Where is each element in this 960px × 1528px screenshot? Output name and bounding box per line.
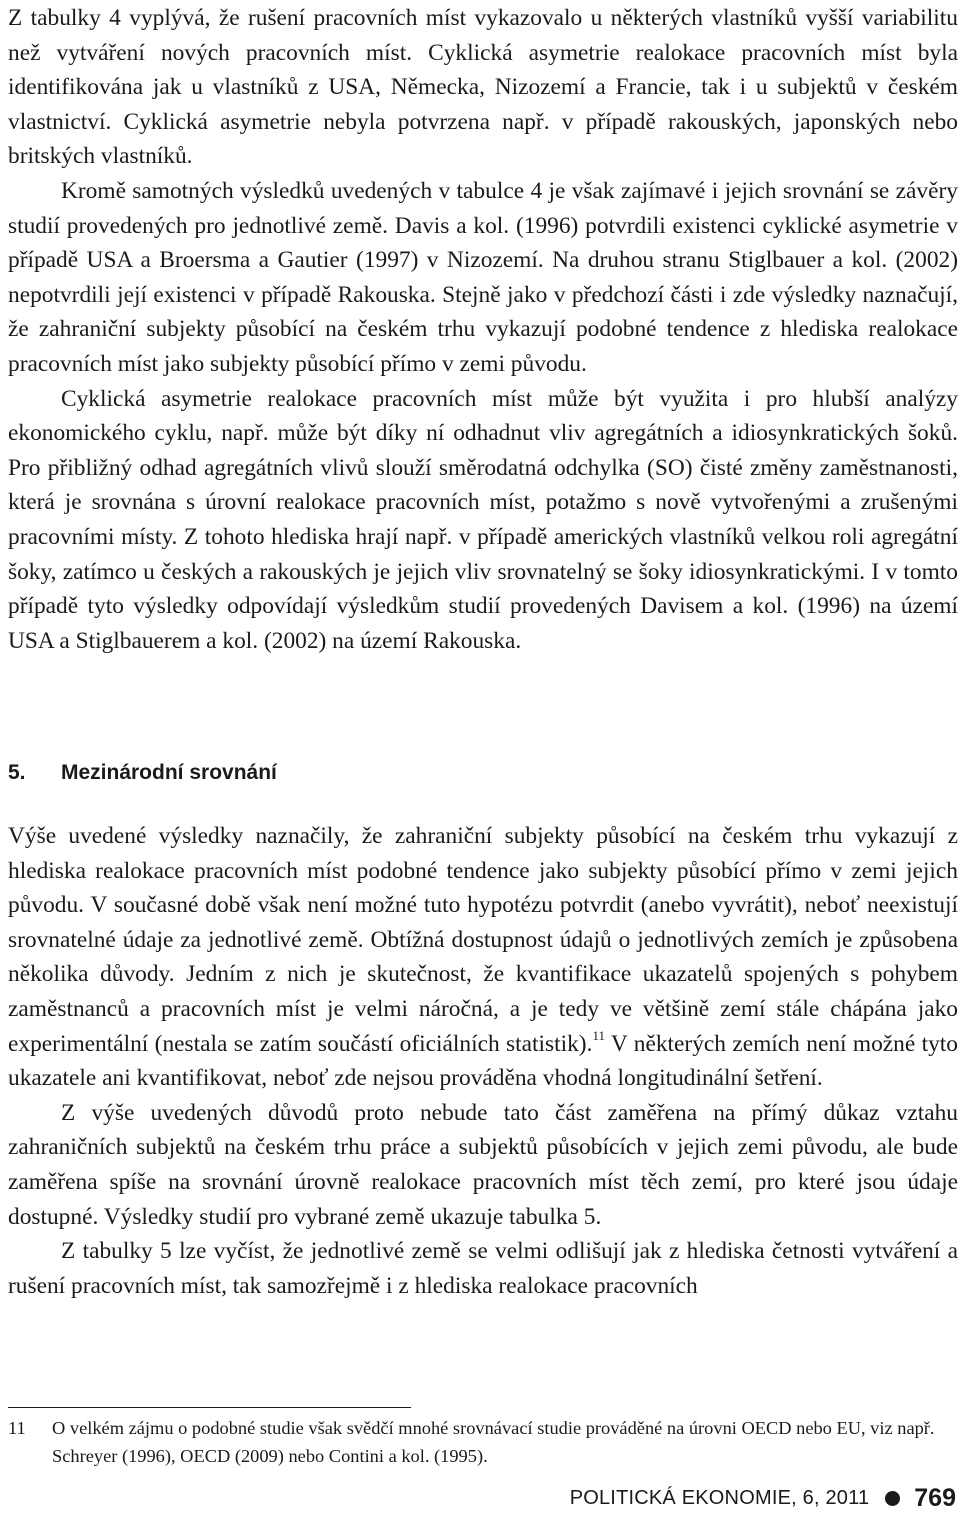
page-footer: [570, 1484, 956, 1513]
journal-name: POLITICKÁ EKONOMIE, 6, 2011: [569, 1487, 870, 1509]
paragraph-text: V některých zemích není možné tyto ukazatele ani kvantifikovat, neboť zde nejsou prováděna vhodná longitudinální šetření.: [8, 1030, 958, 1092]
paragraph: Kromě samotných výsledků uvedených v tabulce 4 je však zajímavé i jejich srovnání se závěry studií provedených pro jednotlivé země. Davis a kol. (1996) potvrdili existenci cyklické asymetrie v případě USA a Broersma a Gautier (1997) v Nizozemí. Na druhou stranu Stiglbauer a kol. (2002) nepotvrdili její existenci v případě Rakouska. Stejně jako v předchozí části i zde výsledky naznačují, že zahraniční subjekty působící na českém trhu vykazují podobné tendence z hlediska realokace pracovních míst jako subjekty působící přímo v zemi původu.: [8, 177, 958, 377]
footnote-number: 11: [8, 1418, 26, 1438]
paragraph-text: Výše uvedené výsledky naznačily, že zahraniční subjekty působící na českém trhu vykazují z hlediska realokace pracovních míst podobné tendence jako subjekty působící přímo v zemi jejich původu. V současné době však není možné tuto hypotézu potvrdit (anebo vyvrátit), neboť neexistují srovnatelné údaje za jednotlivé země. Obtížná dostupnost údajů o jednotlivých zemích je způsobena několika důvody. Jedním z nich je skutečnost, že kvantifikace ukazatelů spojených s pohybem zaměstnanců a pracovních míst je velmi náročná, a je tedy ve většině zemí stále chápána jako experimentální (nestala se zatím součástí oficiálních statistik).: [8, 823, 958, 1057]
body-text-bottom: [8, 819, 958, 1303]
footnote-divider: [8, 1407, 411, 1408]
page-number: 769: [914, 1484, 956, 1512]
section-number: 5.: [8, 761, 26, 784]
bullet-icon: [885, 1491, 900, 1506]
section-heading: [8, 756, 277, 790]
footnote-text: O velkém zájmu o podobné studie však svědčí mnohé srovnávací studie prováděné na úrovni OECD nebo EU, viz např. Schreyer (1996), OECD (2009) nebo Contini a kol. (1995).: [52, 1418, 935, 1466]
section-title: Mezinárodní srovnání: [61, 761, 277, 784]
paragraph: [8, 819, 958, 1096]
paragraph: Z výše uvedených důvodů proto nebude tato část zaměřena na přímý důkaz vztahu zahraničních subjektů na českém trhu práce a subjektů působících v jejich zemi původu, ale bude zaměřena spíše na srovnání úrovně realokace pracovních míst těch zemí, pro které jsou údaje dostupné. Výsledky studií pro vybrané země ukazuje tabulka 5.: [8, 1099, 958, 1230]
footnote-reference[interactable]: 11: [592, 1027, 605, 1043]
paragraph: Z tabulky 4 vyplývá, že rušení pracovních míst vykazovalo u některých vlastníků vyšší variabilitu než vytváření nových pracovních míst. Cyklická asymetrie realokace pracovních míst byla identifikována jak u vlastníků z USA, Německa, Nizozemí a Francie, tak i u subjektů v českém vlastnictví. Cyklická asymetrie nebyla potvrzena např. v případě rakouských, japonských nebo britských vlastníků.: [8, 5, 958, 170]
paragraph: Z tabulky 5 lze vyčíst, že jednotlivé země se velmi odlišují jak z hlediska četnosti vytváření a rušení pracovních míst, tak samozřejmě i z hlediska realokace pracovních: [8, 1238, 958, 1299]
body-text-top: [8, 1, 958, 658]
paragraph: Cyklická asymetrie realokace pracovních míst může být využita i pro hlubší analýzy ekonomického cyklu, např. může být díky ní odhadnut vliv agregátních a idiosynkratických šoků. Pro přibližný odhad agregátních vlivů slouží směrodatná odchylka (SO) čisté změny zaměstnanosti, která je srovnána s úrovní realokace pracovních míst, potažmo s nově vytvořenými a zrušenými pracovními místy. Z tohoto hlediska hrají např. v případě amerických vlastníků velkou roli agregátní šoky, zatímco u českých a rakouských je jejich vliv srovnatelný se šoky idiosynkratickými. I v tomto případě tyto výsledky odpovídají výsledkům studií provedených Davisem a kol. (1996) na území USA a Stiglbauerem a kol. (2002) na území Rakouska.: [8, 385, 958, 654]
footnote: [8, 1414, 958, 1470]
